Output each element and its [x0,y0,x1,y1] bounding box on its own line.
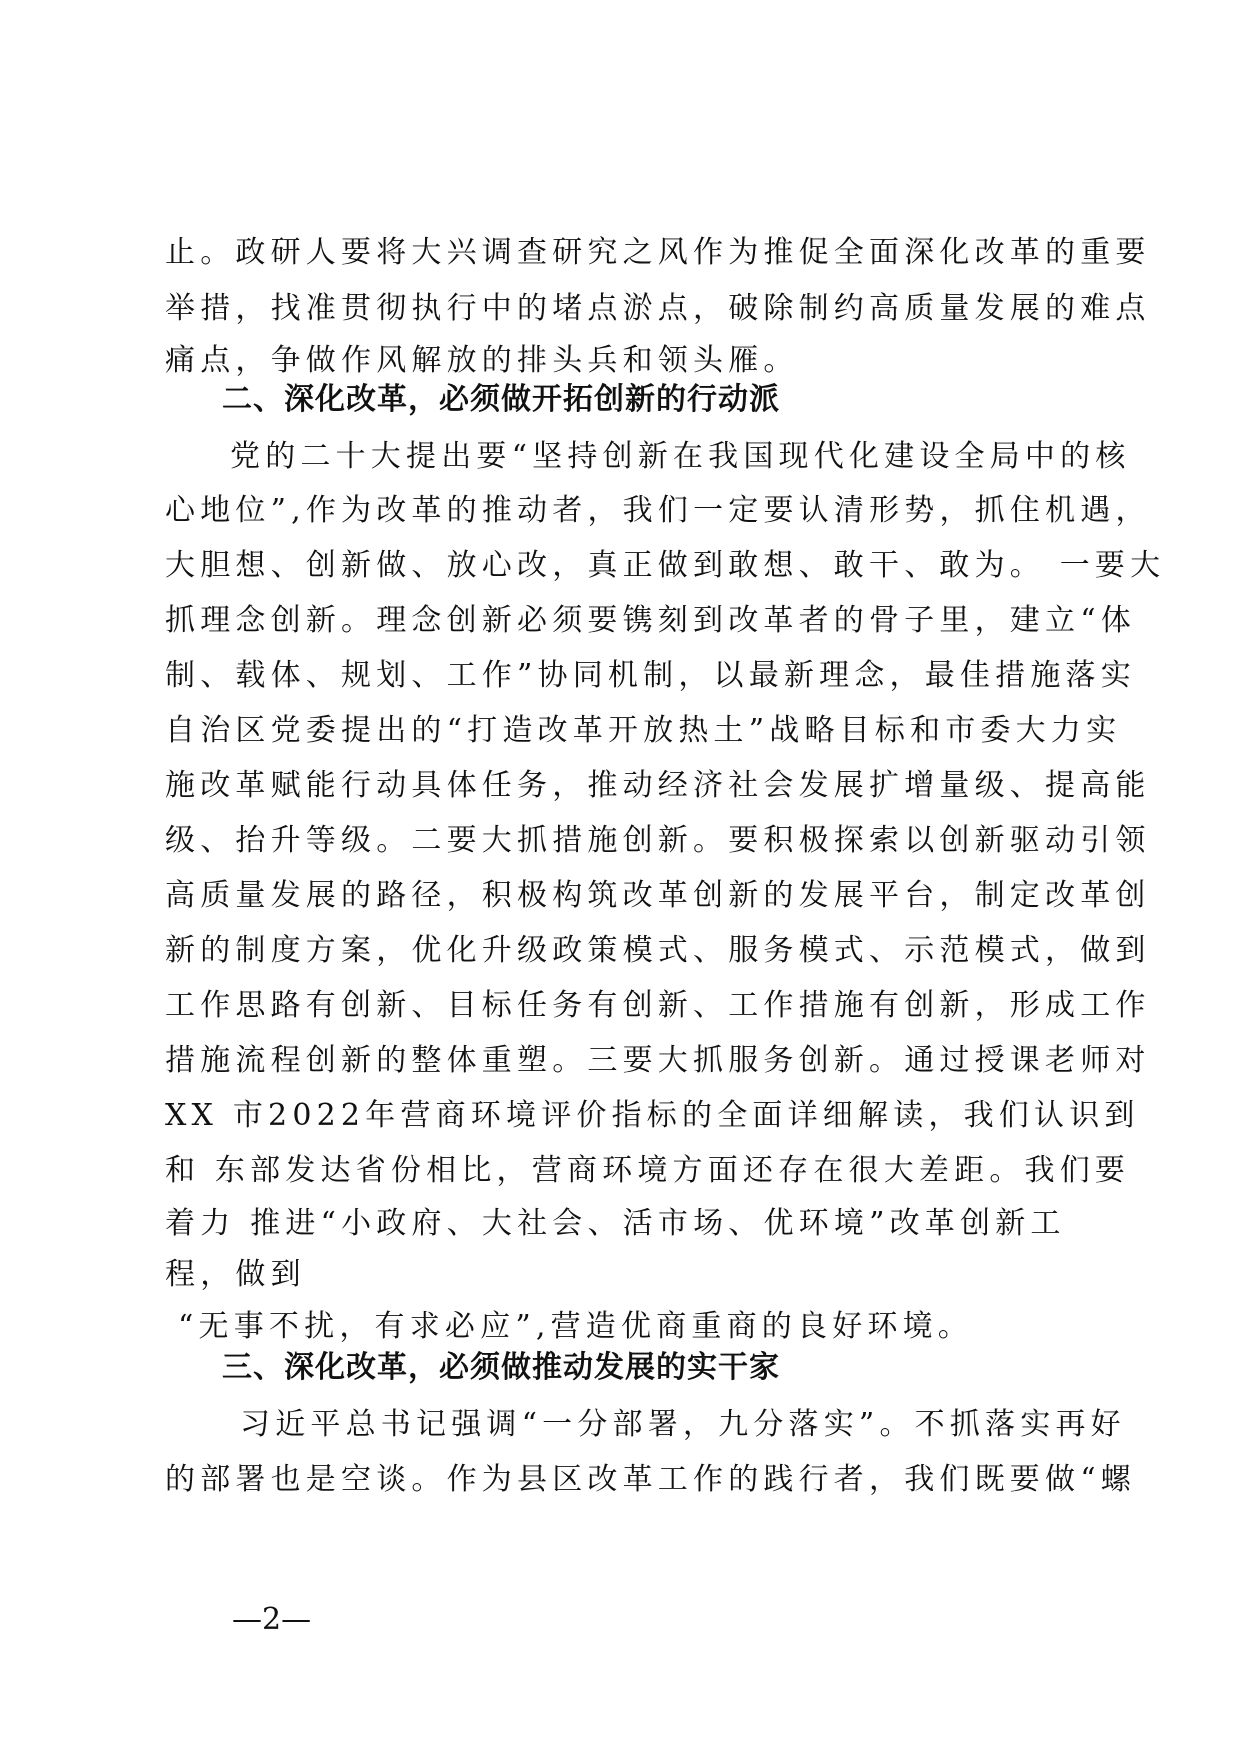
body-line: 高质量发展的路径，积极构筑改革创新的发展平台，制定改革创 [165,878,1151,913]
body-line: 着力 推进“小政府、大社会、活市场、优环境”改革创新工 [165,1206,1066,1241]
body-line: 和 东部发达省份相比，营商环境方面还存在很大差距。我们要 [165,1153,1131,1188]
body-line: 级、抬升等级。二要大抓措施创新。要积极探索以创新驱动引领 [165,823,1151,858]
body-line: 痛点，争做作风解放的排头兵和领头雁。 [165,343,799,378]
body-line: 自治区党委提出的“打造改革开放热土”战略目标和市委大力实 [165,713,1122,748]
body-line: 制、载体、规划、工作”协同机制，以最新理念，最佳措施落实 [165,658,1136,693]
body-line: 工作思路有创新、目标任务有创新、工作措施有创新，形成工作 [165,988,1151,1023]
body-line: 措施流程创新的整体重塑。三要大抓服务创新。通过授课老师对 [165,1043,1151,1078]
body-line: 止。政研人要将大兴调查研究之风作为推促全面深化改革的重要 [165,235,1151,270]
body-line: 新的制度方案，优化升级政策模式、服务模式、示范模式，做到 [165,933,1151,968]
section-heading-3: 三、深化改革，必须做推动发展的实干家 [222,1350,780,1385]
body-line: 心地位”,作为改革的推动者，我们一定要认清形势，抓住机遇， [165,493,1151,528]
body-line: XX 市2022年营商环境评价指标的全面详细解读，我们认识到 [165,1098,1140,1133]
body-line: 施改革赋能行动具体任务，推动经济社会发展扩增量级、提高能 [165,768,1151,803]
body-line: 大胆想、创新做、放心改，真正做到敢想、敢干、敢为。 一要大 [165,548,1166,583]
body-line: “无事不扰，有求必应”,营造优商重商的良好环境。 [178,1309,974,1344]
body-line: 习近平总书记强调“一分部署，九分落实”。不抓落实再好 [240,1407,1126,1442]
body-line: 的部署也是空谈。作为县区改革工作的践行者，我们既要做“螺 [165,1462,1136,1497]
body-line: 举措，找准贯彻执行中的堵点淤点，破除制约高质量发展的难点 [165,291,1151,326]
body-line: 抓理念创新。理念创新必须要镌刻到改革者的骨子里，建立“体 [165,603,1136,638]
section-heading-2: 二、深化改革，必须做开拓创新的行动派 [222,382,780,417]
page-number: —2— [232,1602,312,1637]
body-line: 党的二十大提出要“坚持创新在我国现代化建设全局中的核 [230,439,1131,474]
body-line: 程，做到 [165,1257,306,1292]
